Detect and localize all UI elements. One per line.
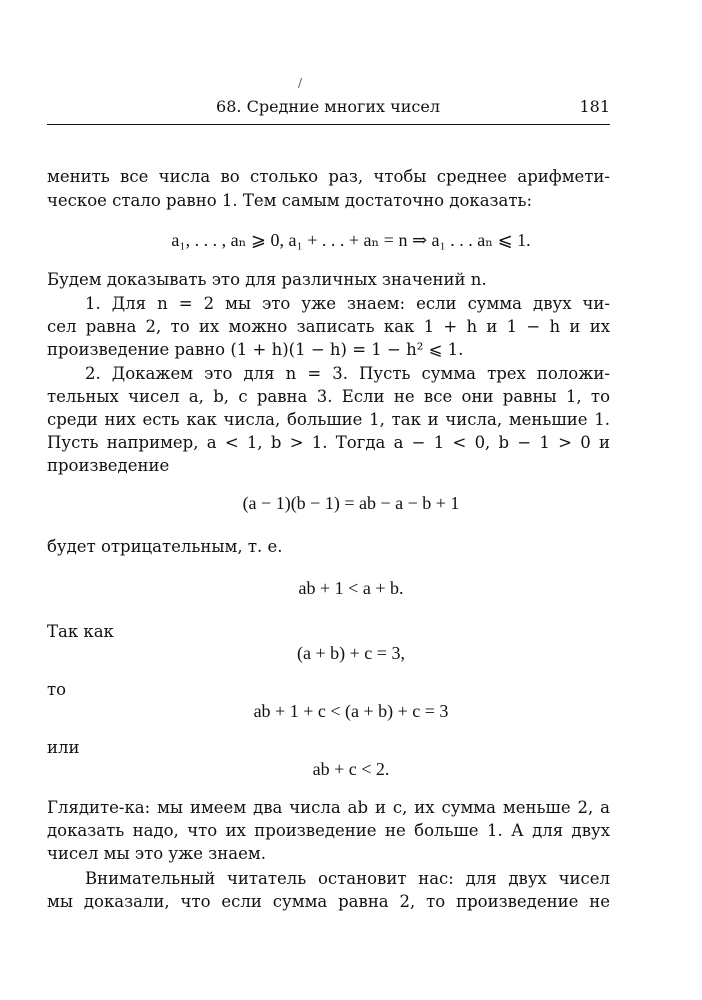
page-number: 181	[579, 97, 610, 116]
text-line: 1. Для n = 2 мы это уже знаем: если сумма двух чи-	[85, 294, 610, 313]
text-line: то	[47, 680, 67, 699]
stray-mark: /	[298, 76, 303, 90]
formula-product: (a − 1)(b − 1) = ab − a − b + 1	[242, 493, 460, 513]
text-line: будет отрицательным, т. е.	[47, 537, 283, 556]
text-line: произведение равно (1 + h)(1 − h) = 1 − h² ⩽ 1.	[47, 340, 464, 359]
text-line: тельных чисел a, b, c равна 3. Если не все они равны 1, то	[47, 387, 610, 406]
text-line: Глядите-ка: мы имеем два числа ab и c, их сумма меньше 2, а	[47, 798, 610, 817]
text-line: среди них есть как числа, большие 1, так и числа, меньшие 1.	[47, 410, 610, 429]
text-line: Пусть например, a < 1, b > 1. Тогда a − 1 < 0, b − 1 > 0 и	[47, 433, 610, 452]
text-line: 2. Докажем это для n = 3. Пусть сумма трех положи-	[85, 364, 610, 383]
text-line: Так как	[47, 622, 114, 641]
text-line: чисел мы это уже знаем.	[47, 844, 266, 863]
text-line: менить все числа во столько раз, чтобы среднее арифмети-	[47, 167, 610, 186]
text-line: Внимательный читатель остановит нас: для двух чисел	[85, 869, 610, 888]
text-line: произведение	[47, 456, 170, 475]
header-rule	[47, 124, 610, 125]
formula-sum: (a + b) + c = 3,	[297, 643, 405, 663]
formula-inequality-2: ab + 1 + c < (a + b) + c = 3	[253, 701, 449, 721]
text-line: или	[47, 738, 80, 757]
formula-main-claim: a₁, . . . , aₙ ⩾ 0, a₁ + . . . + aₙ = n ⇒ a₁ . . . aₙ ⩽ 1.	[171, 230, 531, 250]
text-line: мы доказали, что если сумма равна 2, то произведение не	[47, 892, 610, 911]
text-line: ческое стало равно 1. Тем самым достаточно доказать:	[47, 191, 533, 210]
text-line: сел равна 2, то их можно записать как 1 + h и 1 − h и их	[47, 317, 610, 336]
running-header-title: 68. Средние многих чисел	[216, 97, 440, 116]
formula-inequality-3: ab + c < 2.	[312, 759, 390, 779]
text-line: Будем доказывать это для различных значений n.	[47, 270, 487, 289]
formula-inequality-1: ab + 1 < a + b.	[298, 578, 404, 598]
text-line: доказать надо, что их произведение не больше 1. А для двух	[47, 821, 610, 840]
